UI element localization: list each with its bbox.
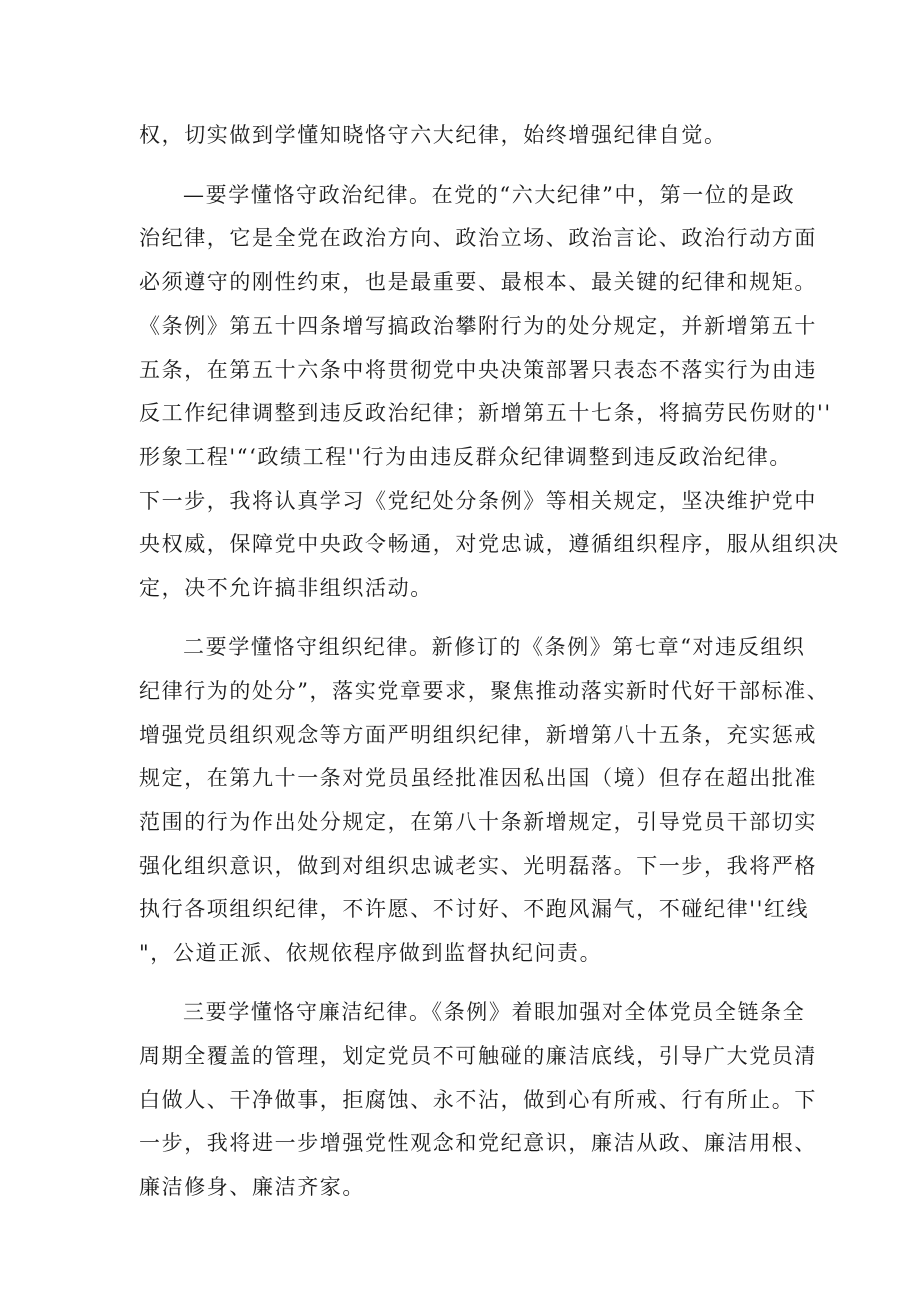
text-line: 下一步，我将认真学习《党纪处分条例》等相关规定，坚决维护党中 (139, 489, 817, 513)
text-line: 央权威，保障党中央政令畅通，对党忠诚，遵循组织程序，服从组织决 (139, 532, 840, 556)
text-line: 反工作纪律调整到违反政治纪律；新增第五十七条，将搞劳民伤财的'' (139, 401, 832, 425)
text-line: 执行各项组织纪律，不许愿、不讨好、不跑风漏气，不碰纪律''红线 (139, 897, 810, 921)
text-line: 强化组织意识，做到对组织忠诚老实、光明磊落。下一步，我将严格 (139, 854, 817, 878)
text-line: 白做人、干净做事，拒腐蚀、永不沾，做到心有所戒、行有所止。下 (139, 1088, 817, 1112)
text-line: 廉洁修身、廉洁齐家。 (139, 1175, 365, 1199)
text-line: 五条，在第五十六条中将贯彻党中央决策部署只表态不落实行为由违 (139, 358, 817, 382)
paragraph-political-discipline-start: —要学懂恪守政治纪律。在党的“六大纪律”中，第一位的是政 (183, 183, 796, 207)
text-line: 定，决不允许搞非组织活动。 (139, 576, 433, 600)
text-line: "，公道正派、依规依程序做到监督执纪问责。 (139, 941, 603, 965)
text-line: 形象工程'“‘政绩工程''行为由违反群众纪律调整到违反政治纪律。 (139, 445, 792, 469)
text-line: 一步，我将进一步增强党性观念和党纪意识，廉洁从政、廉洁用根、 (139, 1131, 817, 1155)
text-line: 必须遵守的刚性约束，也是最重要、最根本、最关键的纪律和规矩。 (139, 270, 817, 294)
text-line: 权，切实做到学懂知晓恪守六大纪律，始终增强纪律自觉。 (139, 123, 727, 147)
text-line: 规定，在第九十一条对党员虽经批准因私出国（境）但存在超出批准 (139, 766, 817, 790)
text-line: 治纪律，它是全党在政治方向、政治立场、政治言论、政治行动方面 (139, 226, 817, 250)
paragraph-integrity-discipline-start: 三要学懂恪守廉洁纪律。《条例》着眼加强对全体党员全链条全 (183, 1000, 806, 1024)
text-line: 《条例》第五十四条增写搞政治攀附行为的处分规定，并新增第五十 (139, 314, 817, 338)
text-line: 纪律行为的处分”，落实党章要求，聚焦推动落实新时代好干部标准、 (139, 679, 830, 703)
text-line: 范围的行为作出处分规定，在第八十条新增规定，引导党员干部切实 (139, 810, 817, 834)
text-line: 周期全覆盖的管理，划定党员不可触碰的廉洁底线，引导广大党员清 (139, 1044, 817, 1068)
text-line: 增强党员组织观念等方面严明组织纪律，新增第八十五条，充实惩戒 (139, 723, 817, 747)
paragraph-organizational-discipline-start: 二要学懂恪守组织纪律。新修订的《条例》第七章“对违反组织 (183, 635, 806, 659)
